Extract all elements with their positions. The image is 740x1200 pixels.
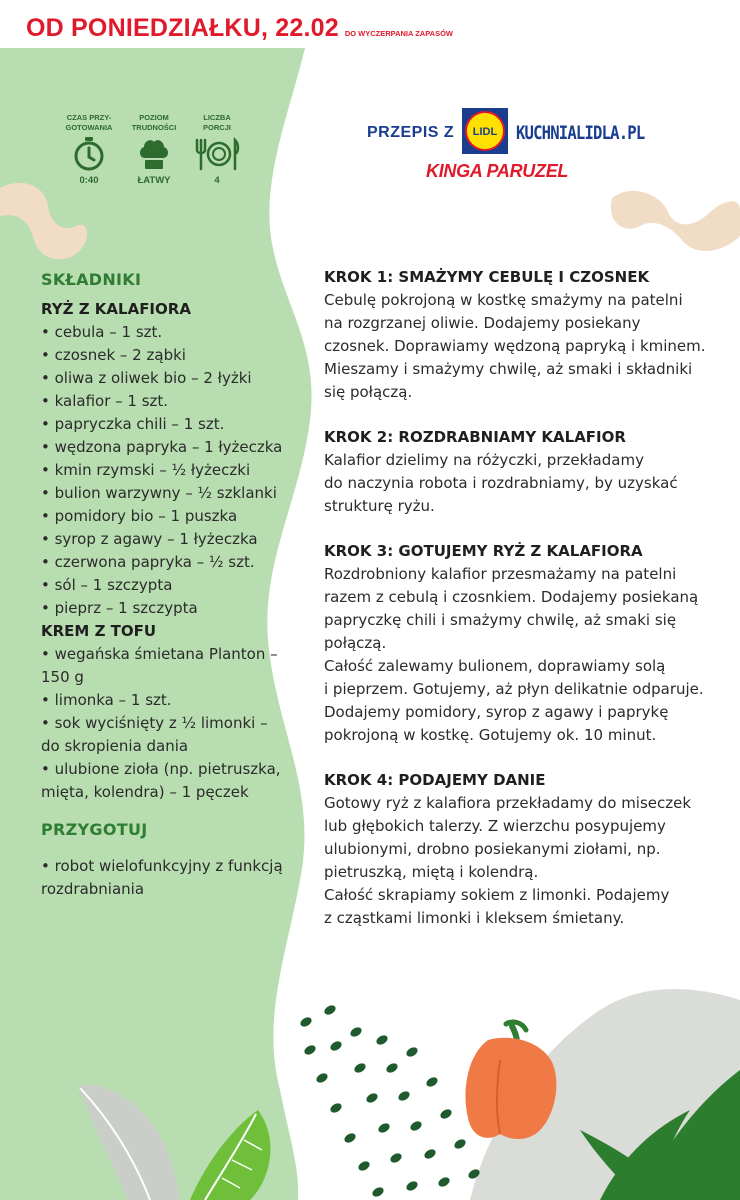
list-item: mięta, kolendra) – 1 pęczek xyxy=(41,783,249,801)
step-title: KROK 4: PODAJEMY DANIE xyxy=(324,771,546,789)
meta-difficulty xyxy=(119,113,189,186)
list-item: • ulubione zioła (np. pietruszka, xyxy=(41,760,281,778)
list-item: • sól – 1 szczypta xyxy=(41,576,173,594)
header xyxy=(26,14,453,43)
header-note: DO WYCZERPANIA ZAPASÓW xyxy=(344,29,454,38)
list-item: • czerwona papryka – ½ szt. xyxy=(41,553,255,571)
step-text: się połączą. xyxy=(324,383,413,401)
brand-bar xyxy=(367,108,673,158)
list-item: • kalafior – 1 szt. xyxy=(41,392,169,410)
list-item: • robot wielofunkcyjny z funkcją xyxy=(41,857,283,875)
author-name: KINGA PARUZEL xyxy=(426,161,569,181)
svg-text:LIDL: LIDL xyxy=(472,126,498,138)
ingredients-heading: SKŁADNIKI xyxy=(41,270,142,289)
step-text: Całość zalewamy bulionem, doprawiamy solą xyxy=(324,657,666,675)
meta-prep-time xyxy=(54,113,124,186)
prepare-heading: PRZYGOTUJ xyxy=(41,820,148,839)
step-text: ulubionymi, drobno posiekanymi ziołami, np. xyxy=(324,840,661,858)
step-text: Kalafior dzielimy na różyczki, przekładamy xyxy=(324,451,644,469)
prepare-list xyxy=(41,855,291,901)
step-text: papryczkę chili i smażymy chwilę, aż smaki się xyxy=(324,611,677,629)
step-text: pietruszką, miętą i kolendrą. xyxy=(324,863,539,881)
meta-label: POZIOM TRUDNOŚCI xyxy=(131,113,177,132)
list-item: rozdrabniania xyxy=(41,880,145,898)
list-item: • pomidory bio – 1 puszka xyxy=(41,507,238,525)
meta-value: ŁATWY xyxy=(137,175,171,186)
step-text: czosnek. Doprawiamy wędzoną papryką i kminem. xyxy=(324,337,706,355)
step-text: Dodajemy pomidory, syrop z agawy i paprykę xyxy=(324,703,669,721)
step-text: Cebulę pokrojoną w kostkę smażymy na patelni xyxy=(324,291,683,309)
list-item: • limonka – 1 szt. xyxy=(41,691,172,709)
list-item: • bulion warzywny – ½ szklanki xyxy=(41,484,277,502)
steps-column xyxy=(324,266,724,952)
step-text: Mieszamy i smażymy chwilę, aż smaki i składniki xyxy=(324,360,693,378)
list-item: do skropienia dania xyxy=(41,737,189,755)
ingredient-list-rice xyxy=(41,321,291,620)
step-title: KROK 3: GOTUJEMY RYŻ Z KALAFIORA xyxy=(324,542,643,560)
stopwatch-icon xyxy=(54,135,124,173)
step-text: połączą. xyxy=(324,634,387,652)
step-text: lub głębokich talerzy. Z wierzchu posypujemy xyxy=(324,817,666,835)
beige-swirl-right xyxy=(611,191,740,251)
bell-pepper-illustration xyxy=(465,1022,556,1139)
list-item: • papryczka chili – 1 szt. xyxy=(41,415,225,433)
meta-value: 4 xyxy=(214,175,220,186)
dot-pattern xyxy=(299,1004,481,1199)
step-2 xyxy=(324,426,724,518)
step-title: KROK 1: SMAŻYMY CEBULĘ I CZOSNEK xyxy=(324,268,650,286)
group-title: RYŻ Z KALAFIORA xyxy=(41,300,191,318)
ingredient-list-tofu xyxy=(41,643,291,804)
step-text: z cząstkami limonki i kleksem śmietany. xyxy=(324,909,625,927)
step-text: Gotowy ryż z kalafiora przekładamy do miseczek xyxy=(324,794,692,812)
meta-label: LICZBA PORCJI xyxy=(203,113,231,132)
meta-value: 0:40 xyxy=(79,175,99,186)
list-item: • oliwa z oliwek bio – 2 łyżki xyxy=(41,369,252,387)
meta-servings xyxy=(182,113,252,186)
meta-label: CZAS PRZY- GOTOWANIA xyxy=(65,113,113,132)
step-1 xyxy=(324,266,724,404)
step-text: strukturę ryżu. xyxy=(324,497,435,515)
ingredients-column xyxy=(41,268,291,901)
step-text: Rozdrobniony kalafior przesmażamy na patelni xyxy=(324,565,677,583)
step-title: KROK 2: ROZDRABNIAMY KALAFIOR xyxy=(324,428,626,446)
chef-hat-icon xyxy=(119,135,189,173)
step-4 xyxy=(324,769,724,930)
list-item: • cebula – 1 szt. xyxy=(41,323,163,341)
list-item: • czosnek – 2 ząbki xyxy=(41,346,186,364)
list-item: 150 g xyxy=(41,668,84,686)
step-text: razem z cebulą i czosnkiem. Dodajemy posiekaną xyxy=(324,588,699,606)
list-item: • kmin rzymski – ½ łyżeczki xyxy=(41,461,251,479)
step-text: pokrojoną w kostkę. Gotujemy ok. 10 minut. xyxy=(324,726,657,744)
list-item: • sok wyciśnięty z ½ limonki – xyxy=(41,714,268,732)
step-text: na rozgrzanej oliwie. Dodajemy posiekany xyxy=(324,314,641,332)
list-item: • wędzona papryka – 1 łyżeczka xyxy=(41,438,283,456)
brand-prefix: PRZEPIS Z xyxy=(367,124,455,141)
lidl-logo xyxy=(462,108,508,158)
brand-site[interactable]: KUCHNIALIDLA.PL xyxy=(516,122,645,144)
step-text: do naczynia robota i rozdrabniamy, by uzyskać xyxy=(324,474,678,492)
list-item: • pieprz – 1 szczypta xyxy=(41,599,198,617)
list-item: • syrop z agawy – 1 łyżeczka xyxy=(41,530,258,548)
group-title: KREM Z TOFU xyxy=(41,622,157,640)
header-title: OD PONIEDZIAŁKU, 22.02 xyxy=(26,14,339,42)
list-item: • wegańska śmietana Planton – xyxy=(41,645,278,663)
step-3 xyxy=(324,540,724,747)
plate-cutlery-icon xyxy=(182,135,252,173)
step-text: i pieprzem. Gotujemy, aż płyn delikatnie odparuje. xyxy=(324,680,704,698)
step-text: Całość skrapiamy sokiem z limonki. Podajemy xyxy=(324,886,670,904)
